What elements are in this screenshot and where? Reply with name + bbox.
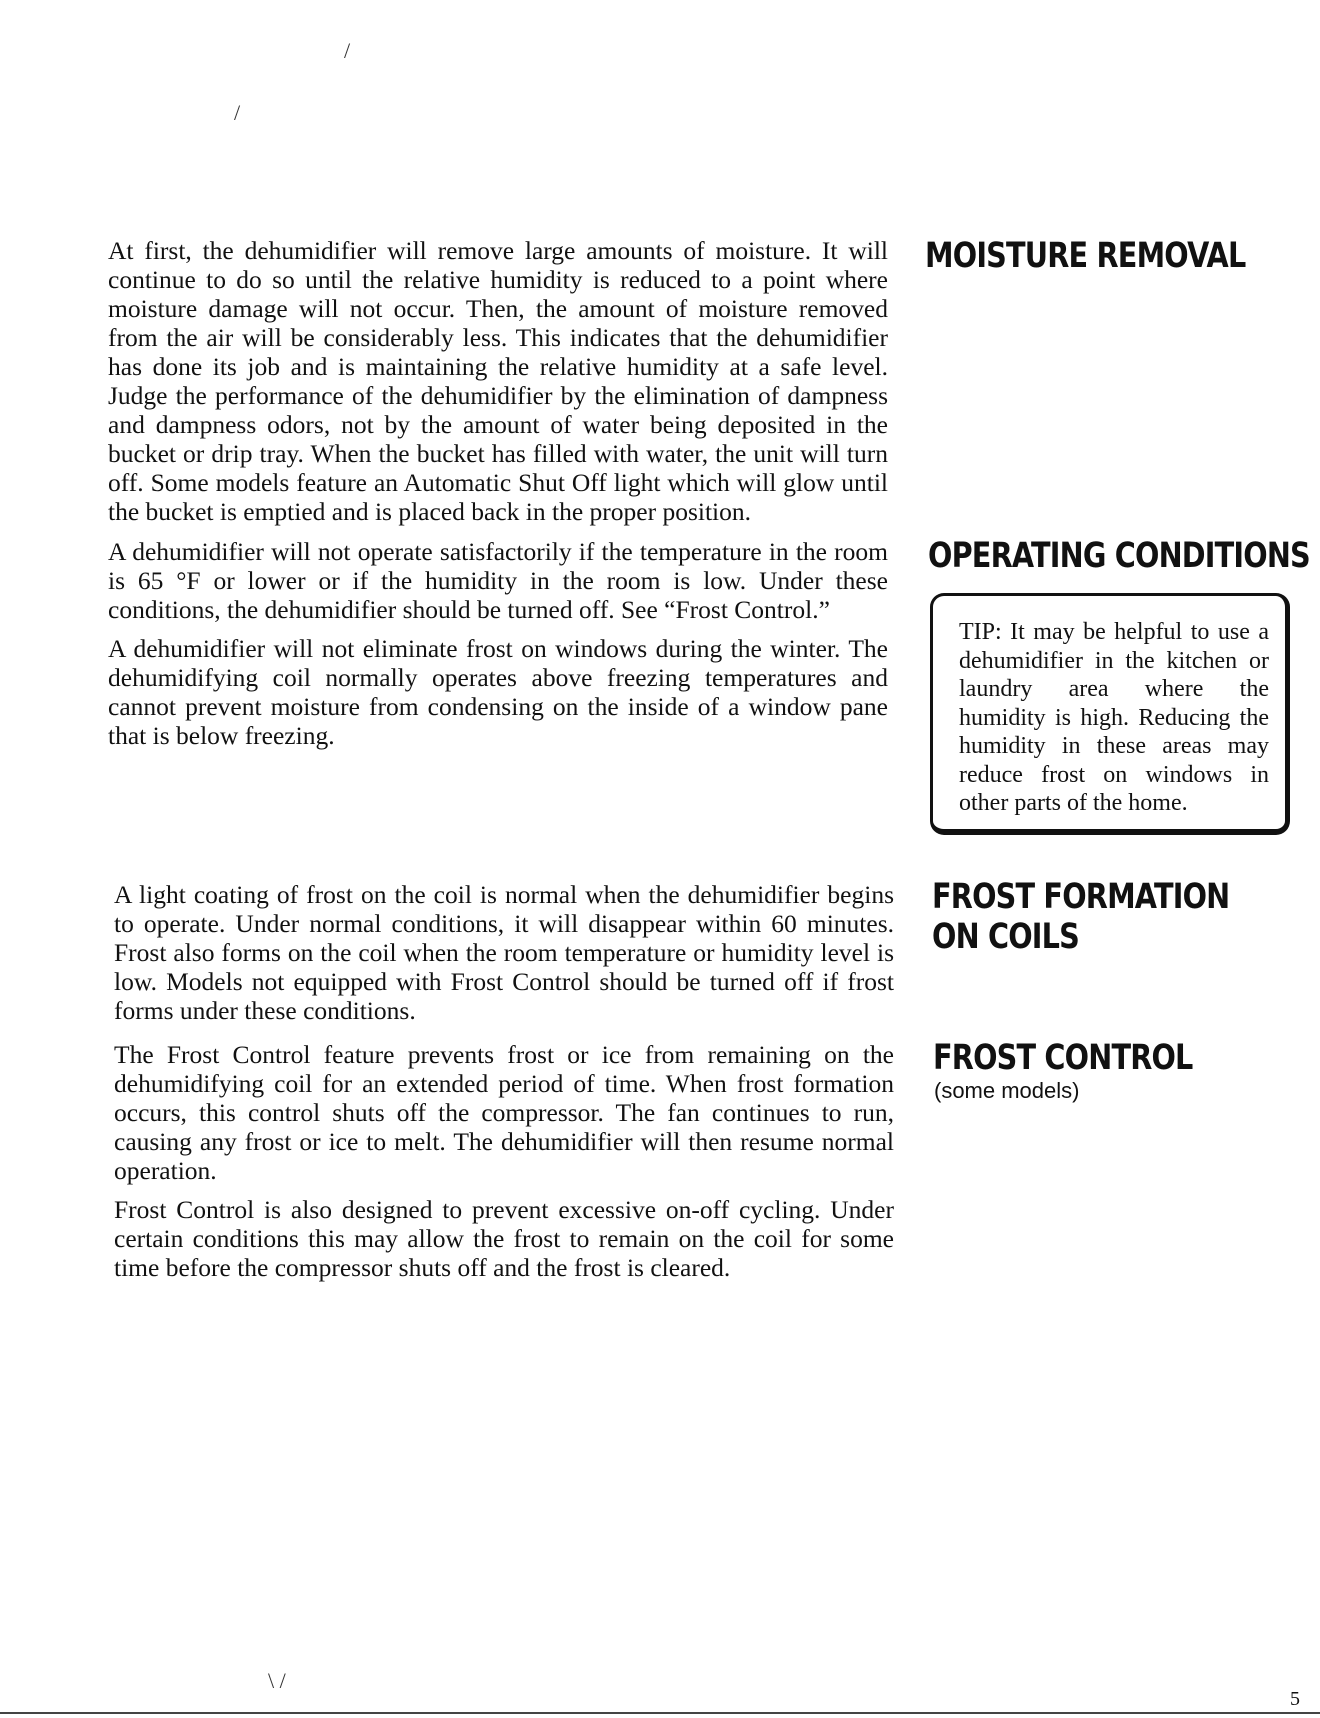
frost-formation-heading-line2: ON COILS	[932, 917, 1079, 957]
page-number: 5	[1290, 1688, 1300, 1710]
frost-formation-heading-line1: FROST FORMATION	[932, 877, 1230, 917]
scan-mark: /	[344, 38, 351, 63]
operating-conditions-body	[108, 537, 888, 760]
paragraph: A light coating of frost on the coil is normal when the dehumidifier begins to operate. Under normal conditions, it will disappear within 60 minutes. Frost also forms on the coil when the room temperature or humidity level is low. Models not equipped with Frost Control should be turned off if frost forms under these conditions.	[114, 880, 894, 1025]
scan-mark: \ /	[268, 1668, 286, 1693]
frost-control-subheading: (some models)	[934, 1078, 1080, 1103]
tip-box: TIP: It may be helpful to use a dehumidifier in the kitchen or laundry area where the humidity is high. Reducing the humidity in these areas may reduce frost on windows in other parts of the home.	[930, 593, 1290, 835]
frost-control-body	[114, 1040, 894, 1292]
moisture-removal-body	[108, 236, 888, 536]
frost-formation-body	[114, 880, 894, 1035]
paragraph: A dehumidifier will not operate satisfactorily if the temperature in the room is 65 °F or lower or if the humidity in the room is low. Under these conditions, the dehumidifier should be turned off. See “Frost Control.”	[108, 537, 888, 624]
moisture-removal-heading: MOISTURE REMOVAL	[925, 236, 1246, 276]
operating-conditions-heading: OPERATING CONDITIONS	[928, 536, 1310, 576]
scan-mark: /	[234, 100, 241, 125]
paragraph: A dehumidifier will not eliminate frost on windows during the winter. The dehumidifying coil normally operates above freezing temperatures and cannot prevent moisture from condensing on the inside of a window pane that is below freezing.	[108, 634, 888, 750]
paragraph: Frost Control is also designed to prevent excessive on-off cycling. Under certain conditions this may allow the frost to remain on the coil for some time before the compressor shuts off and the frost is cleared.	[114, 1195, 894, 1282]
bottom-rule	[0, 1712, 1320, 1714]
frost-control-heading: FROST CONTROL	[933, 1038, 1193, 1078]
paragraph: The Frost Control feature prevents frost or ice from remaining on the dehumidifying coil for an extended period of time. When frost formation occurs, this control shuts off the compressor. The fan continues to run, causing any frost or ice to melt. The dehumidifier will then resume normal operation.	[114, 1040, 894, 1185]
paragraph: At first, the dehumidifier will remove large amounts of moisture. It will continue to do so until the relative humidity is reduced to a point where moisture damage will not occur. Then, the amount of moisture removed from the air will be considerably less. This indicates that the dehumidifier has done its job and is maintaining the relative humidity at a safe level. Judge the performance of the dehumidifier by the elimination of dampness and dampness odors, not by the amount of water being deposited in the bucket or drip tray. When the bucket has filled with water, the unit will turn off. Some models feature an Automatic Shut Off light which will glow until the bucket is emptied and is placed back in the proper position.	[108, 236, 888, 526]
